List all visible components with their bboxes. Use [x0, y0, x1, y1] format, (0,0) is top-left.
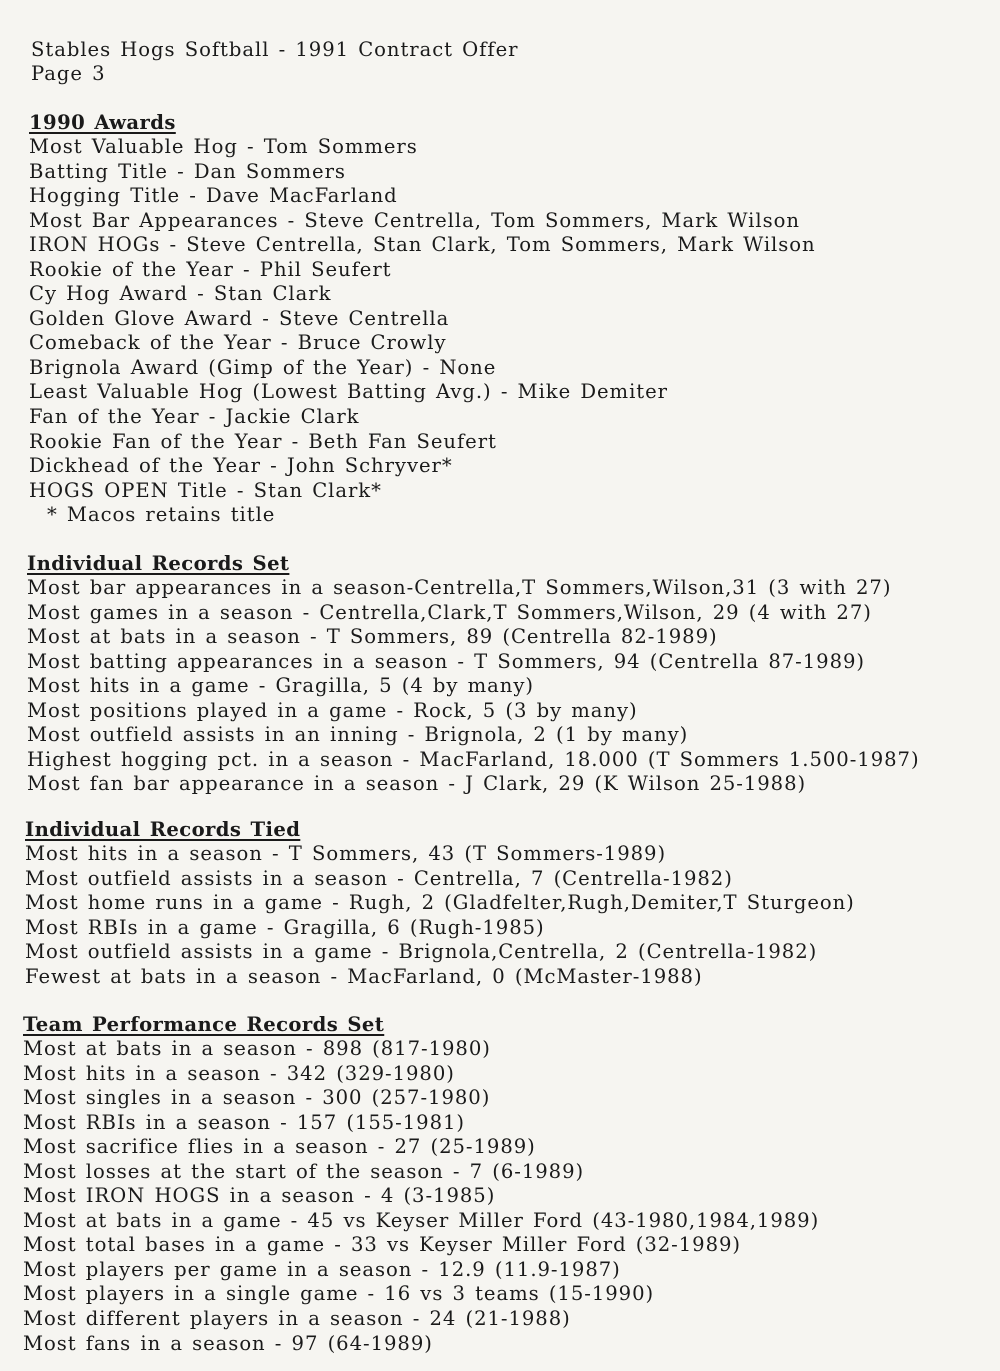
- record-line: Most players per game in a season - 12.9 (11.9-1987): [23, 1257, 621, 1281]
- record-line: Most players in a single game - 16 vs 3 teams (15-1990): [23, 1282, 655, 1306]
- section-heading: Team Performance Records Set: [23, 1013, 385, 1036]
- record-line: Most outfield assists in an inning - Brignola, 2 (1 by many): [27, 723, 689, 747]
- award-line: Dickhead of the Year - John Schryver*: [29, 454, 453, 478]
- record-line: Most outfield assists in a season - Centrella, 7 (Centrella-1982): [25, 866, 733, 890]
- awards-section: [29, 111, 816, 528]
- record-line: Most fan bar appearance in a season - J Clark, 29 (K Wilson 25-1988): [27, 772, 807, 796]
- award-line: Fan of the Year - Jackie Clark: [29, 405, 360, 429]
- section-heading: 1990 Awards: [29, 111, 176, 134]
- record-line: Most batting appearances in a season - T Sommers, 94 (Centrella 87-1989): [27, 649, 866, 673]
- award-line: Most Bar Appearances - Steve Centrella, Tom Sommers, Mark Wilson: [29, 208, 800, 232]
- record-line: Most bar appearances in a season-Centrella,T Sommers,Wilson,31 (3 with 27): [27, 576, 892, 599]
- record-line: Most IRON HOGS in a season - 4 (3-1985): [23, 1184, 496, 1208]
- record-line: Most positions played in a game - Rock, 5 (3 by many): [27, 698, 638, 722]
- record-line: Most RBIs in a season - 157 (155-1981): [23, 1110, 465, 1134]
- record-line: Most total bases in a game - 33 vs Keyser Miller Ford (32-1989): [23, 1233, 741, 1257]
- individual-records-tied-section: [25, 818, 855, 989]
- award-line: Hogging Title - Dave MacFarland: [29, 184, 398, 208]
- section-heading: Individual Records Set: [27, 552, 290, 575]
- award-line: Batting Title - Dan Sommers: [29, 159, 346, 183]
- record-line: Most home runs in a game - Rugh, 2 (Gladfelter,Rugh,Demiter,T Sturgeon): [25, 891, 855, 915]
- record-line: Most fans in a season - 97 (64-1989): [23, 1331, 433, 1355]
- award-line: HOGS OPEN Title - Stan Clark*: [29, 478, 382, 502]
- record-line: Most RBIs in a game - Gragilla, 6 (Rugh-1985): [25, 915, 545, 939]
- award-line: Most Valuable Hog - Tom Sommers: [29, 135, 418, 158]
- award-line: Least Valuable Hog (Lowest Batting Avg.) - Mike Demiter: [29, 380, 668, 404]
- award-line: Comeback of the Year - Bruce Crowly: [29, 331, 447, 355]
- award-line: Brignola Award (Gimp of the Year) - None: [29, 355, 497, 379]
- award-line: IRON HOGs - Steve Centrella, Stan Clark, Tom Sommers, Mark Wilson: [29, 233, 816, 257]
- record-line: Most sacrifice flies in a season - 27 (25-1989): [23, 1135, 536, 1159]
- document-title: Stables Hogs Softball - 1991 Contract Offer: [31, 38, 519, 61]
- section-heading: Individual Records Tied: [25, 818, 301, 841]
- record-line: Most hits in a season - 342 (329-1980): [23, 1061, 455, 1085]
- record-line: Most at bats in a game - 45 vs Keyser Miller Ford (43-1980,1984,1989): [23, 1208, 820, 1232]
- individual-records-set-section: [27, 552, 920, 797]
- record-line: Most at bats in a season - T Sommers, 89 (Centrella 82-1989): [27, 625, 718, 649]
- record-line: Fewest at bats in a season - MacFarland, 0 (McMaster-1988): [25, 964, 703, 988]
- record-line: Most at bats in a season - 898 (817-1980): [23, 1037, 491, 1060]
- team-records-set-section: [23, 1013, 819, 1356]
- record-line: Most singles in a season - 300 (257-1980): [23, 1086, 491, 1110]
- record-line: Most different players in a season - 24 (21-1988): [23, 1307, 571, 1331]
- record-line: Most hits in a season - T Sommers, 43 (T Sommers-1989): [25, 842, 667, 865]
- record-line: Most hits in a game - Gragilla, 5 (4 by many): [27, 674, 534, 698]
- record-line: Most losses at the start of the season - 7 (6-1989): [23, 1159, 585, 1183]
- record-line: Most outfield assists in a game - Brignola,Centrella, 2 (Centrella-1982): [25, 940, 818, 964]
- record-line: Highest hogging pct. in a season - MacFarland, 18.000 (T Sommers 1.500-1987): [27, 747, 920, 771]
- award-line: Rookie Fan of the Year - Beth Fan Seufert: [29, 429, 497, 453]
- document-header: [31, 38, 518, 86]
- award-line: Golden Glove Award - Steve Centrella: [29, 306, 450, 330]
- record-line: Most games in a season - Centrella,Clark,T Sommers,Wilson, 29 (4 with 27): [27, 600, 872, 624]
- award-footnote: * Macos retains title: [47, 503, 276, 527]
- award-line: Rookie of the Year - Phil Seufert: [29, 257, 392, 281]
- page-number: Page 3: [31, 62, 106, 85]
- award-line: Cy Hog Award - Stan Clark: [29, 282, 332, 306]
